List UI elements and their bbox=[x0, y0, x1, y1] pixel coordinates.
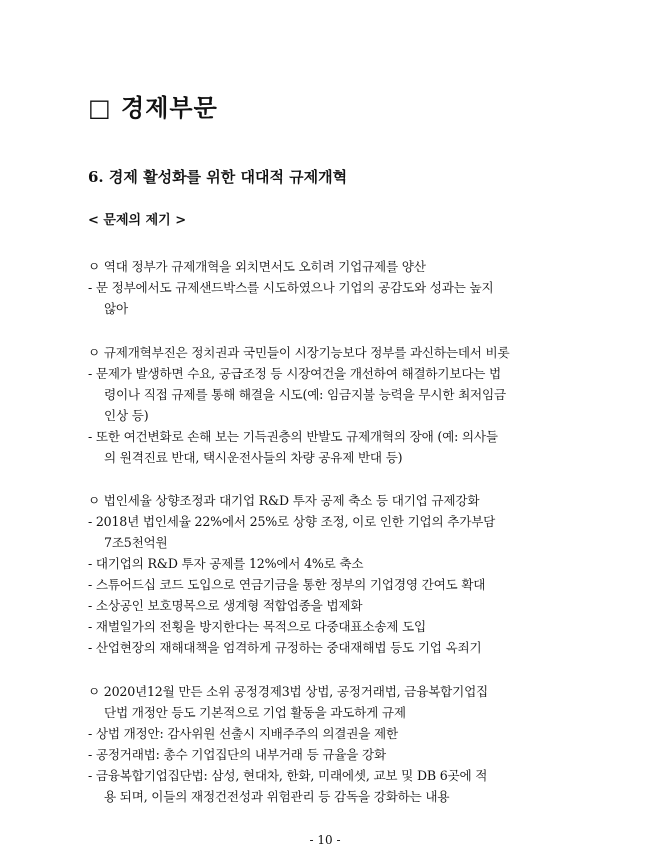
bullet-line: ㅇ 규제개혁부진은 정치권과 국민들이 시장기능보다 정부를 과신하는데서 비롯 bbox=[88, 345, 510, 360]
dash-line: - 또한 여건변화로 손해 보는 기득권층의 반발도 규제개혁의 장애 (예: 의사들 bbox=[88, 429, 498, 444]
dash-line: - 문 정부에서도 규제샌드박스를 시도하였으나 기업의 공감도와 성과는 높지 bbox=[88, 280, 494, 295]
bullet-line: ㅇ 역대 정부가 규제개혁을 외치면서도 오히려 기업규제를 양산 bbox=[88, 259, 426, 274]
continuation-line: 인상 등) bbox=[104, 408, 149, 423]
dash-line: - 2018년 법인세율 22%에서 25%로 상향 조정, 이로 인한 기업의 추가부담 bbox=[88, 514, 496, 529]
bullet-line: ㅇ 법인세율 상향조정과 대기업 R&D 투자 공제 축소 등 대기업 규제강화 bbox=[88, 493, 480, 508]
dash-line: - 상법 개정안: 감사위원 선출시 지배주주의 의결권을 제한 bbox=[88, 726, 398, 741]
section-title: □ 경제부문 bbox=[88, 93, 218, 122]
dash-line: - 재벌일가의 전횡을 방지한다는 목적으로 다중대표소송제 도입 bbox=[88, 619, 426, 634]
continuation-line: 의 원격진료 반대, 택시운전사들의 차량 공유제 반대 등) bbox=[104, 450, 403, 465]
dash-line: - 산업현장의 재해대책을 엄격하게 규정하는 중대재해법 등도 기업 옥죄기 bbox=[88, 640, 482, 655]
continuation-line: 않아 bbox=[104, 301, 128, 316]
page-number: - 10 - bbox=[309, 833, 341, 847]
dash-line: - 금융복합기업집단법: 삼성, 현대차, 한화, 미래에셋, 교보 및 DB 6곳에 적 bbox=[88, 768, 488, 783]
bullet-line: ㅇ 2020년12월 만든 소위 공정경제3법 상법, 공정거래법, 금융복합기업집 bbox=[88, 684, 489, 699]
dash-line: - 대기업의 R&D 투자 공제를 12%에서 4%로 축소 bbox=[88, 556, 364, 571]
dash-line: - 스튜어드십 코드 도입으로 연금기금을 통한 정부의 기업경영 간여도 확대 bbox=[88, 577, 486, 592]
continuation-line: 단법 개정안 등도 기본적으로 기업 활동을 과도하게 규제 bbox=[104, 705, 406, 720]
continuation-line: 용 되며, 이들의 재정건전성과 위험관리 등 감독을 강화하는 내용 bbox=[104, 789, 450, 804]
subsection-title: 6. 경제 활성화를 위한 대대적 규제개혁 bbox=[88, 168, 348, 186]
dash-line: - 소상공인 보호명목으로 생계형 적합업종을 법제화 bbox=[88, 598, 363, 613]
dash-line: - 공정거래법: 총수 기업집단의 내부거래 등 규율을 강화 bbox=[88, 747, 386, 762]
continuation-line: 령이나 직접 규제를 통해 해결을 시도(예: 임금지불 능력을 무시한 최저임금 bbox=[104, 387, 506, 402]
dash-line: - 문제가 발생하면 수요, 공급조정 등 시장여건을 개선하여 해결하기보다는 법 bbox=[88, 366, 502, 381]
problem-header: < 문제의 제기 > bbox=[88, 213, 187, 228]
continuation-line: 7조5천억원 bbox=[104, 535, 168, 550]
